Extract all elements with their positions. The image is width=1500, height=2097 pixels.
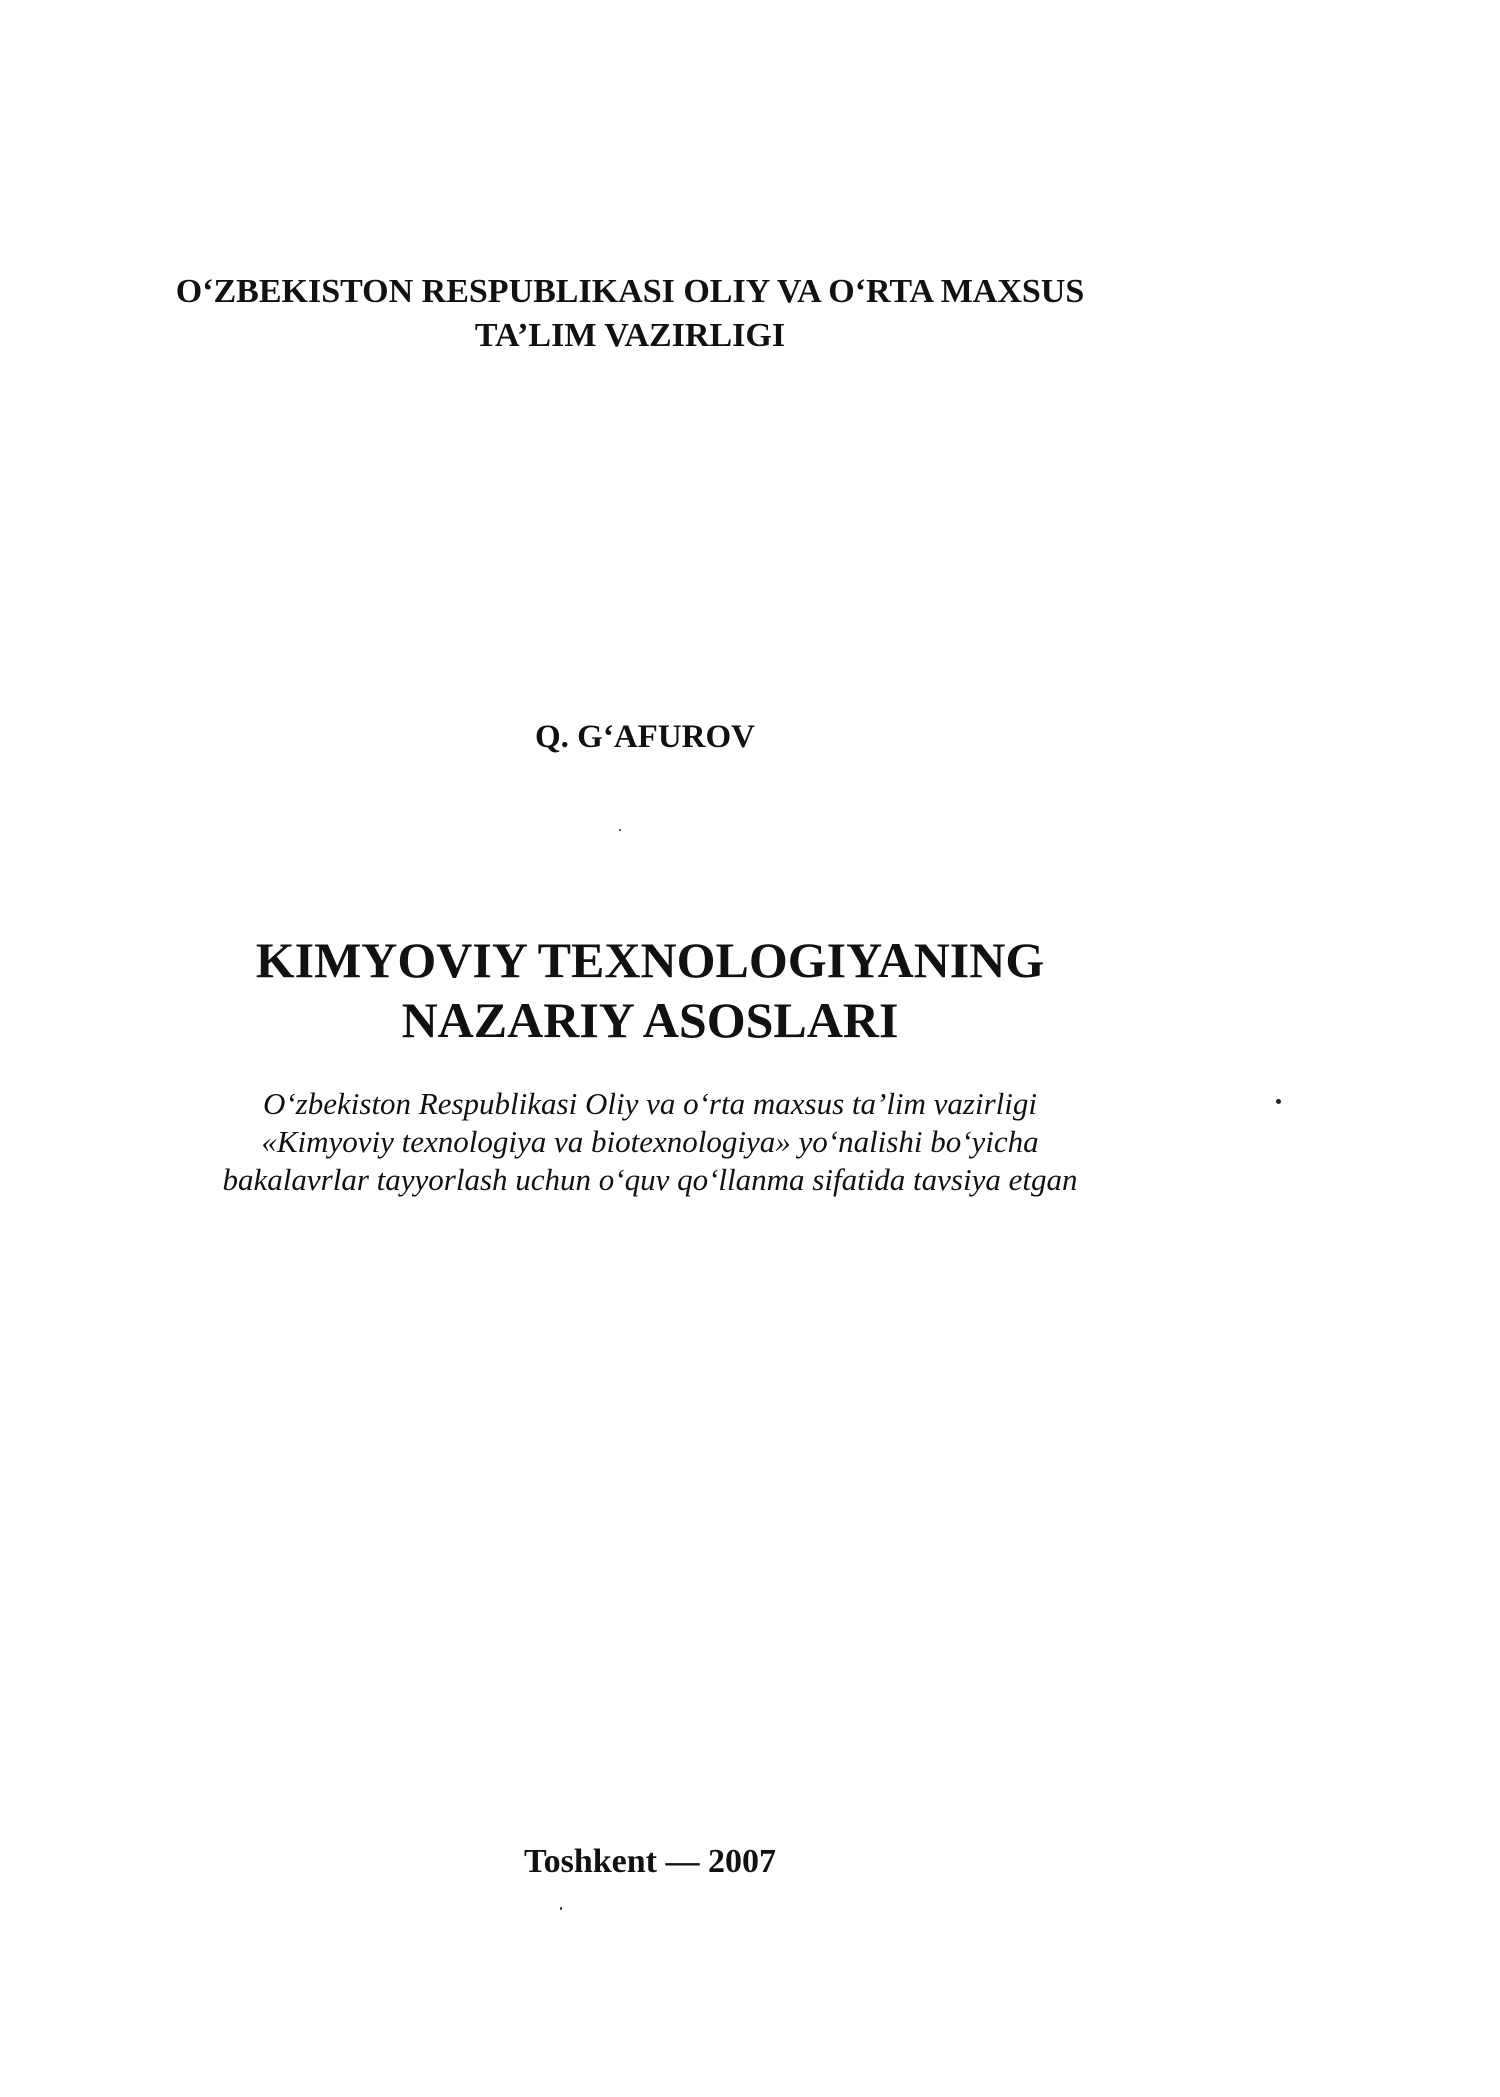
scan-speck (560, 1907, 562, 1910)
ministry-heading-line-2: TA’LIM VAZIRLIGI (474, 317, 786, 354)
recommendation-line-3: bakalavrlar tayyorlash uchun o‘quv qo‘llanma sifatida tavsiya etgan (222, 1162, 1078, 1197)
ministry-heading (0, 270, 1260, 358)
scan-speck (619, 829, 621, 831)
imprint-place-year: Toshkent — 2007 (524, 1843, 776, 1880)
book-title-line-2: NAZARIY ASOSLARI (401, 992, 899, 1048)
recommendation-note (0, 1085, 1300, 1199)
ministry-heading-line-1: O‘ZBEKISTON RESPUBLIKASI OLIY VA O‘RTA MAXSUS (175, 273, 1085, 310)
recommendation-line-1: O‘zbekiston Respublikasi Oliy va o‘rta maxsus ta’lim vazirligi (262, 1086, 1038, 1121)
book-title-line-1: KIMYOVIY TEXNOLOGIYANING (255, 932, 1045, 988)
author-name: Q. G‘AFUROV (535, 719, 755, 755)
recommendation-line-2: «Kimyoviy texnologiya va biotexnologiya» yo‘nalishi bo‘yicha (261, 1124, 1039, 1159)
scan-speck (1276, 1099, 1281, 1104)
book-title (0, 930, 1300, 1050)
